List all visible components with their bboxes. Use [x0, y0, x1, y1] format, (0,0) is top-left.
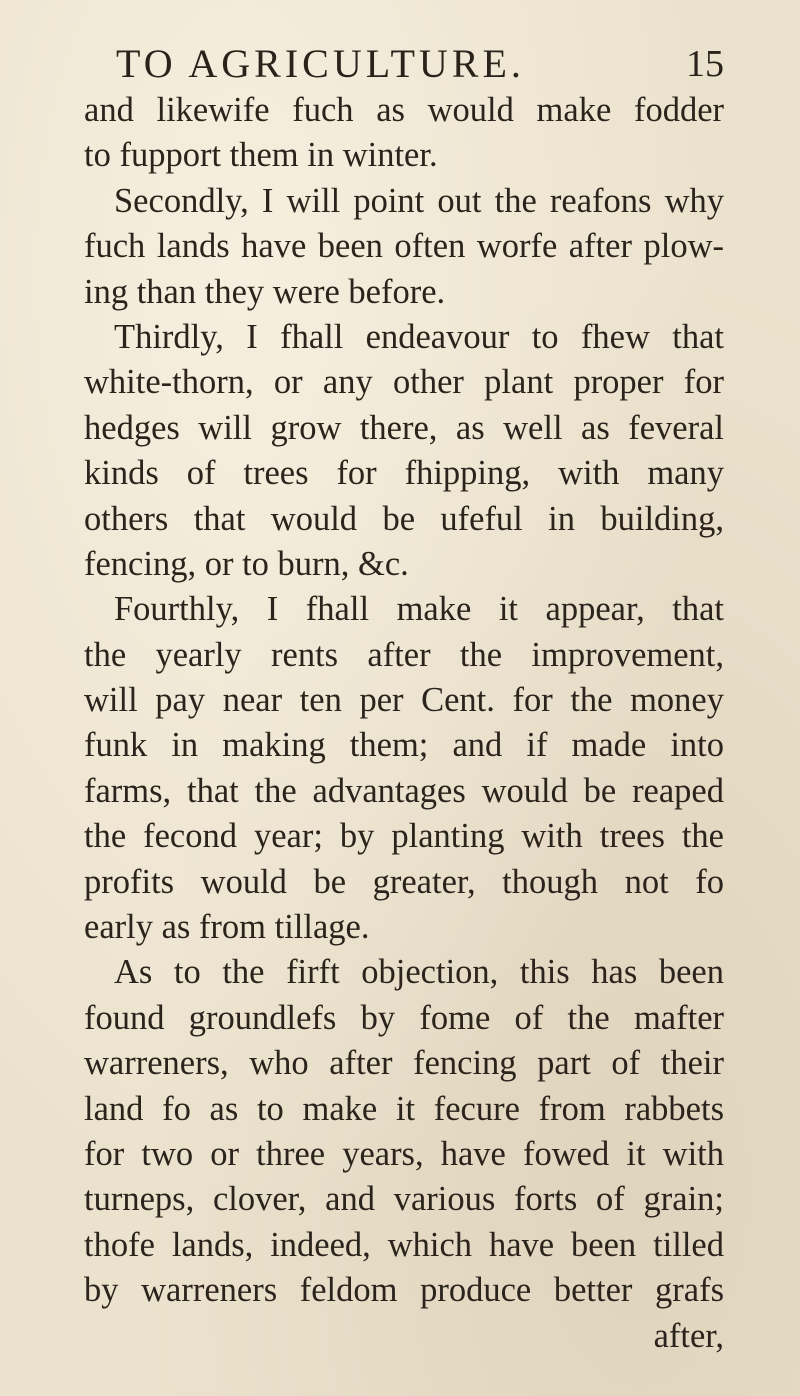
text-line: kinds of trees for fhipping, with many	[84, 454, 724, 493]
text-line: the yearly rents after the improvement,	[84, 635, 724, 674]
running-head	[116, 36, 724, 92]
text-line: funk in making them; and if made into	[84, 726, 724, 765]
text-line: land fo as to make it fecure from rabbets	[84, 1089, 724, 1128]
text-line: warreners, who after fencing part of their	[84, 1044, 724, 1083]
running-head-title: TO AGRICULTURE.	[116, 41, 525, 86]
text-line: and likewife fuch as would make fodder	[84, 91, 724, 129]
text-line: for two or three years, have fowed it with	[84, 1134, 724, 1173]
text-line: will pay near ten per Cent. for the money	[84, 681, 724, 720]
text-line: As to the firft objection, this has been	[114, 953, 724, 992]
text-line: farms, that the advantages would be reaped	[84, 771, 724, 810]
text-line: white-thorn, or any other plant proper for	[84, 363, 724, 402]
text-line: Thirdly, I fhall endeavour to fhew that	[114, 317, 724, 356]
text-line: found groundlefs by fome of the mafter	[84, 998, 724, 1037]
text-line: hedges will grow there, as well as feveral	[84, 408, 724, 447]
text-line: Fourthly, I fhall make it appear, that	[114, 590, 724, 629]
text-line: Secondly, I will point out the reafons why	[114, 181, 724, 220]
text-line: fencing, or to burn, &c.	[84, 544, 409, 583]
text-line: turneps, clover, and various forts of grain;	[84, 1180, 724, 1219]
text-line: ing than they were before.	[84, 272, 446, 311]
text-line: to fupport them in winter.	[84, 136, 438, 175]
text-line: others that would be ufeful in building,	[84, 499, 724, 538]
text-line: early as from tillage.	[84, 908, 370, 947]
page-number: 15	[686, 43, 724, 85]
text-line: the fecond year; by planting with trees the	[84, 817, 724, 856]
text-line: by warreners feldom produce better grafs	[84, 1271, 724, 1310]
text-line: fuch lands have been often worfe after plow-	[84, 227, 724, 266]
text-line: profits would be greater, though not fo	[84, 862, 724, 901]
text-line: thofe lands, indeed, which have been tilled	[84, 1225, 724, 1264]
body-text	[84, 88, 724, 1359]
catchword: after,	[653, 1316, 724, 1355]
